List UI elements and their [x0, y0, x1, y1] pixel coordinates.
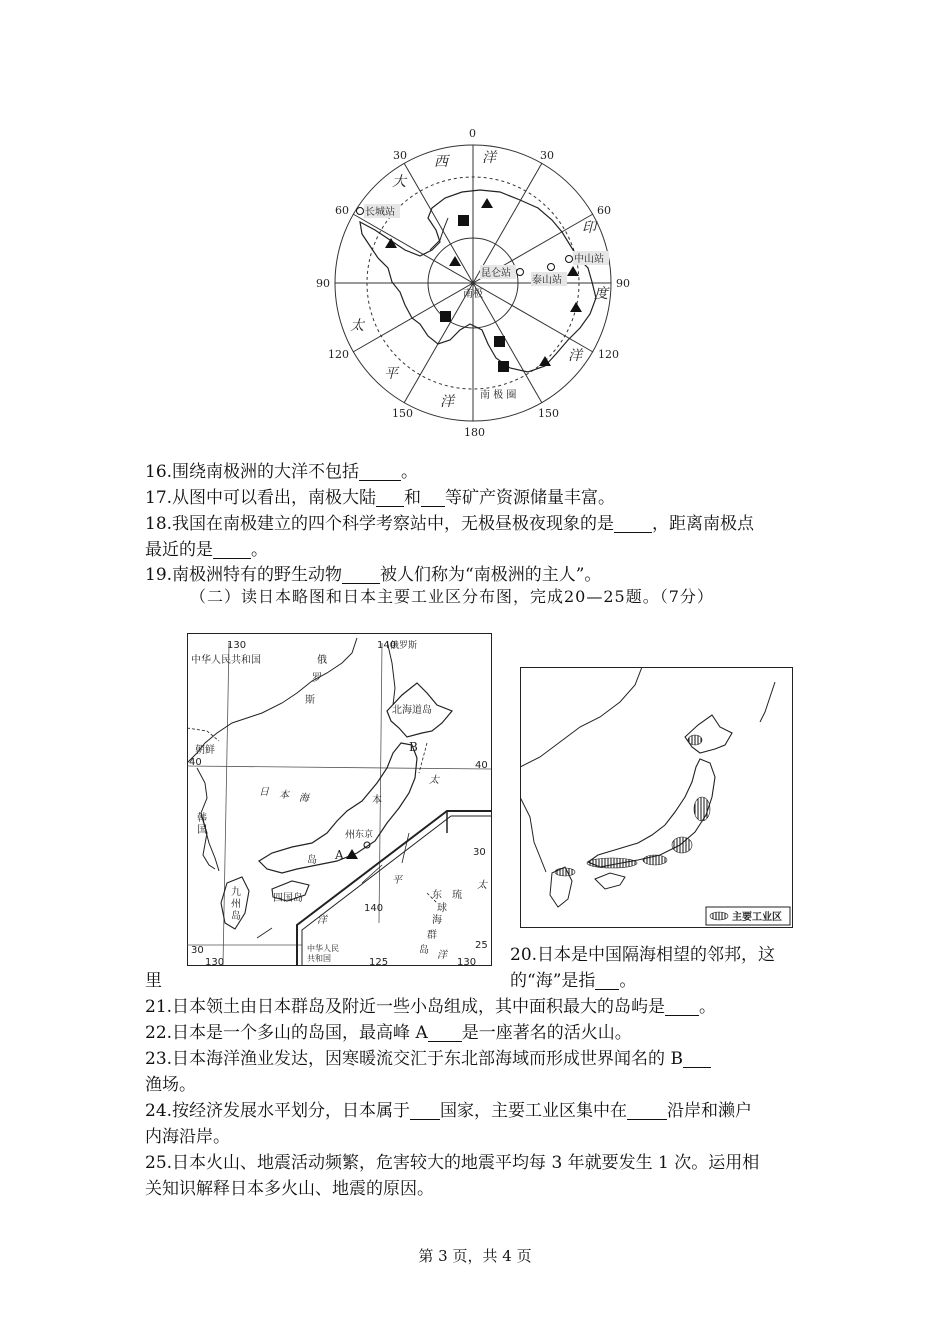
svg-text:中华人民: 中华人民: [307, 944, 339, 953]
svg-text:洋: 洋: [437, 950, 447, 961]
svg-text:130: 130: [205, 957, 225, 968]
taishan-station-marker: [548, 264, 555, 271]
question-20: 20.日本是中国隔海相望的邻邦，这: [510, 945, 776, 965]
antarctic-circle-label: 南 极 圈: [480, 390, 517, 401]
svg-text:140: 140: [364, 903, 384, 914]
svg-text:120: 120: [328, 348, 349, 361]
svg-text:40: 40: [475, 760, 488, 771]
svg-text:海: 海: [299, 793, 309, 804]
question-20-li: 里: [145, 971, 162, 991]
svg-text:60: 60: [597, 204, 611, 217]
zhongshan-station-marker: [566, 256, 573, 263]
section-2-heading: （二）读日本略图和日本主要工业区分布图，完成20—25题。（7分）: [190, 587, 714, 606]
svg-text:岛: 岛: [419, 945, 429, 956]
svg-text:洋: 洋: [482, 150, 496, 166]
svg-text:150: 150: [392, 407, 413, 420]
question-18-cont: 最近的是 。: [145, 540, 268, 560]
question-18: 18.我国在南极建立的四个科学考察站中，无极昼极夜现象的是 ，距离南极点: [145, 514, 755, 534]
svg-text:120: 120: [598, 348, 619, 361]
zhongshan-station-label: 中山站: [574, 254, 604, 265]
svg-text:东京: 东京: [355, 830, 374, 840]
svg-text:130: 130: [457, 957, 477, 968]
japan-industry-map: [520, 667, 800, 932]
question-16: 16.围绕南极洲的大洋不包括 。: [145, 462, 419, 482]
svg-text:州: 州: [345, 830, 355, 841]
svg-text:岛: 岛: [231, 911, 241, 922]
svg-text:俄罗斯: 俄罗斯: [390, 641, 418, 651]
svg-text:海: 海: [432, 915, 442, 926]
svg-text:本: 本: [279, 790, 289, 801]
question-24: 24.按经济发展水平划分，日本属于 国家，主要工业区集中在 沿岸和濑户: [145, 1101, 753, 1121]
svg-text:太: 太: [350, 318, 364, 334]
question-17: 17.从图中可以看出，南极大陆 和 等矿产资源储量丰富。: [145, 488, 616, 508]
svg-text:B: B: [409, 740, 418, 754]
svg-text:40: 40: [189, 757, 202, 768]
svg-text:北海道岛: 北海道岛: [392, 705, 432, 716]
svg-text:130: 130: [227, 640, 247, 651]
antarctica-map: [0, 0, 950, 450]
svg-text:本: 本: [372, 795, 382, 806]
svg-text:30: 30: [473, 847, 486, 858]
question-21: 21.日本领土由日本群岛及附近一些小岛组成，其中面积最大的岛屿是 。: [145, 997, 717, 1017]
svg-text:朝鲜: 朝鲜: [195, 745, 215, 756]
question-20-cont: 的“海”是指 。: [510, 971, 637, 991]
svg-text:大: 大: [392, 174, 406, 190]
svg-text:30: 30: [191, 945, 204, 956]
svg-text:国: 国: [197, 825, 207, 836]
kunlun-station-marker: [517, 269, 524, 276]
question-22: 22.日本是一个多山的岛国，最高峰 A 是一座著名的活火山。: [145, 1023, 632, 1043]
svg-text:太: 太: [477, 880, 487, 891]
svg-text:韩: 韩: [197, 813, 207, 824]
svg-text:A: A: [335, 848, 344, 862]
svg-text:东: 东: [432, 890, 442, 901]
svg-text:洋: 洋: [568, 348, 582, 364]
svg-text:太: 太: [429, 775, 439, 786]
question-25: 25.日本火山、地震活动频繁，危害较大的地震平均每 3 年就要发生 1 次。运用相: [145, 1153, 760, 1173]
svg-text:中华人民共和国: 中华人民共和国: [191, 655, 261, 666]
page-footer: 第 3 页，共 4 页: [418, 1247, 532, 1265]
svg-text:30: 30: [540, 149, 554, 162]
svg-text:罗: 罗: [312, 673, 322, 684]
changcheng-station-label: 长城站: [365, 207, 395, 218]
svg-text:九: 九: [231, 887, 241, 898]
question-25-cont: 关知识解释日本多火山、地震的原因。: [145, 1179, 434, 1199]
svg-text:90: 90: [616, 277, 630, 290]
svg-text:洋: 洋: [317, 915, 327, 926]
svg-text:四国岛: 四国岛: [273, 893, 303, 904]
svg-text:150: 150: [538, 407, 559, 420]
svg-text:西: 西: [434, 154, 448, 170]
svg-text:琉: 琉: [452, 890, 462, 901]
ocean-labels: [350, 150, 610, 410]
svg-text:俄: 俄: [317, 655, 327, 666]
svg-text:度: 度: [594, 286, 608, 302]
svg-text:60: 60: [335, 204, 349, 217]
svg-text:岛: 岛: [307, 855, 317, 866]
svg-text:140: 140: [377, 640, 397, 651]
svg-text:球: 球: [437, 903, 447, 914]
svg-text:180: 180: [464, 426, 485, 439]
svg-text:0: 0: [469, 127, 476, 140]
question-19: 19.南极洲特有的野生动物 被人们称为“南极洲的主人”。: [145, 565, 602, 585]
svg-text:州: 州: [231, 899, 241, 910]
taishan-station-label: 泰山站: [532, 275, 562, 286]
question-23-cont: 渔场。: [145, 1075, 196, 1095]
south-pole-label: 南极: [463, 289, 483, 300]
svg-text:日: 日: [259, 787, 269, 798]
svg-text:洋: 洋: [440, 394, 454, 410]
question-23: 23.日本海洋渔业发达，因寒暖流交汇于东北部海域而形成世界闻名的 B: [145, 1046, 711, 1072]
svg-text:平: 平: [392, 875, 402, 886]
svg-text:25: 25: [475, 940, 488, 951]
svg-text:90: 90: [316, 277, 330, 290]
japan-map: [187, 633, 497, 968]
svg-text:斯: 斯: [305, 695, 315, 706]
svg-text:125: 125: [369, 957, 389, 968]
svg-text:群: 群: [427, 930, 437, 941]
kunlun-station-label: 昆仑站: [481, 268, 511, 279]
svg-text:主要工业区: 主要工业区: [732, 912, 782, 923]
changcheng-station-marker: [357, 208, 364, 215]
svg-text:印: 印: [582, 220, 596, 236]
industry-legend: [706, 907, 790, 925]
svg-text:30: 30: [393, 149, 407, 162]
question-24-cont: 内海沿岸。: [145, 1127, 230, 1147]
svg-text:平: 平: [384, 366, 398, 382]
svg-text:共和国: 共和国: [307, 954, 331, 963]
